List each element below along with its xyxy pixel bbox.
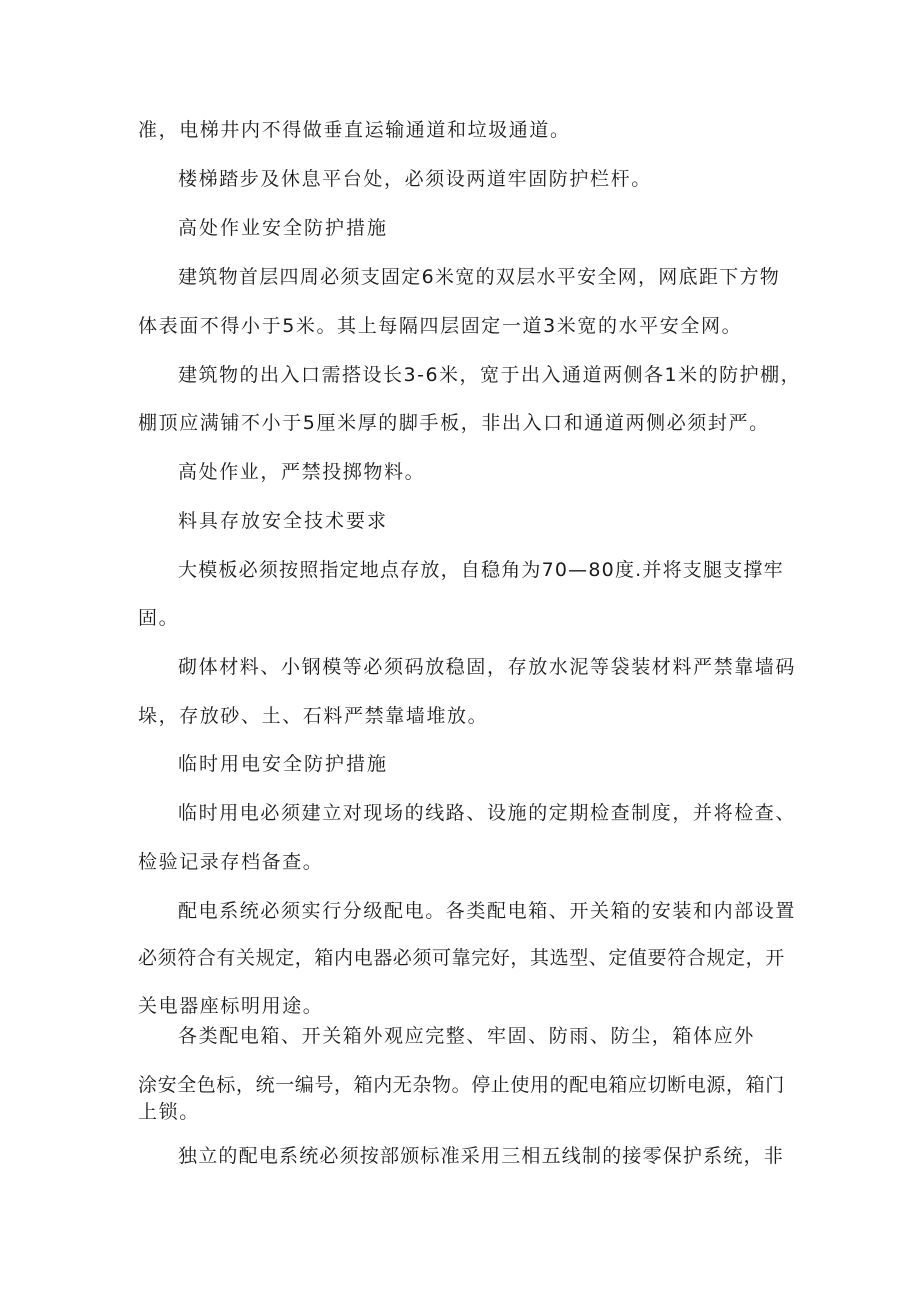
paragraph-line: 建筑物首层四周必须支固定6米宽的双层水平安全网，网底距下方物 xyxy=(178,266,781,288)
paragraph-line: 临时用电必须建立对现场的线路、设施的定期检查制度，并将检查、 xyxy=(178,802,797,824)
paragraph-line: 大模板必须按照指定地点存放，自稳角为70—80度.并将支腿支撑牢 xyxy=(178,559,784,581)
paragraph-line: 配电系统必须实行分级配电。各类配电箱、开关箱的安装和内部设置 xyxy=(178,900,797,922)
section-heading: 高处作业安全防护措施 xyxy=(178,217,389,239)
paragraph-line: 建筑物的出入口需搭设长3-6米，宽于出入通道两侧各1米的防护棚， xyxy=(178,364,802,386)
paragraph-line: 上锁。 xyxy=(138,1101,200,1123)
paragraph-line: 检验记录存档备查。 xyxy=(138,851,324,873)
paragraph-line: 必须符合有关规定，箱内电器必须可靠完好，其选型、定值要符合规定，开 xyxy=(138,947,785,969)
paragraph-line: 楼梯踏步及休息平台处，必须设两道牢固防护栏杆。 xyxy=(178,168,652,190)
section-heading: 临时用电安全防护措施 xyxy=(178,753,389,775)
section-heading: 料具存放安全技术要求 xyxy=(178,510,389,532)
paragraph-line: 棚顶应满铺不小于5厘米厚的脚手板，非出入口和通道两侧必须封严。 xyxy=(138,412,770,434)
paragraph-line: 垛，存放砂、土、石料严禁靠墙堆放。 xyxy=(138,705,489,727)
paragraph-line: 固。 xyxy=(138,607,180,629)
paragraph-line: 关电器座标明用途。 xyxy=(138,995,324,1017)
paragraph-line: 各类配电箱、开关箱外观应完整、牢固、防雨、防尘，箱体应外 xyxy=(178,1025,755,1047)
paragraph-line: 涂安全色标，统一编号，箱内无杂物。停止使用的配电箱应切断电源，箱门 xyxy=(138,1074,785,1096)
paragraph-line: 体表面不得小于5米。其上每隔四层固定一道3米宽的水平安全网。 xyxy=(138,315,743,337)
paragraph-line: 独立的配电系统必须按部颁标准采用三相五线制的接零保护系统，非 xyxy=(178,1145,785,1167)
paragraph-line: 高处作业，严禁投掷物料。 xyxy=(178,461,426,483)
paragraph-line: 准，电梯井内不得做垂直运输通道和垃圾通道。 xyxy=(138,119,571,141)
paragraph-line: 砌体材料、小钢模等必须码放稳固，存放水泥等袋装材料严禁靠墙码 xyxy=(178,656,797,678)
